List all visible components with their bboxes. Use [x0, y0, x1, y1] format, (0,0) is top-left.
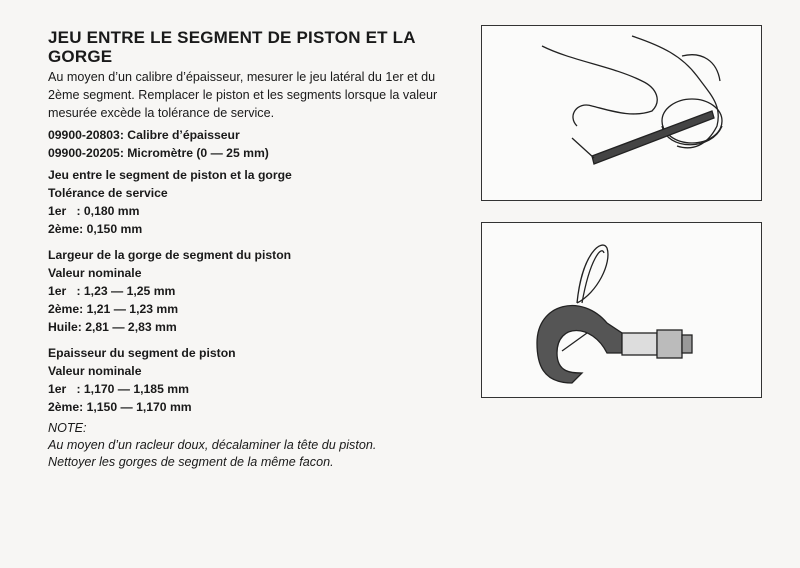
- spec-section: [48, 246, 458, 336]
- intro-paragraph: Au moyen d’un calibre d’épaisseur, mesurer le jeu latéral du 1er et du 2ème segment. Remplacer le piston et les segments lorsque la valeur mesurée excède la tolérance de service.: [48, 70, 438, 120]
- micrometer-figure: [481, 222, 762, 398]
- note-line: Au moyen d’un racleur doux, décalaminer la tête du piston.: [48, 438, 377, 452]
- hand-feeler-gauge-illustration: [482, 26, 761, 200]
- spec-heading: Largeur de la gorge de segment du piston: [48, 248, 292, 262]
- spec-line: 2ème: 0,150 mm: [48, 222, 143, 236]
- spec-subheading: Tolérance de service: [48, 186, 168, 200]
- section-title: JEU ENTRE LE SEGMENT DE PISTON ET LA GORGE: [48, 28, 416, 66]
- spec-line: 1er : 1,23 — 1,25 mm: [48, 284, 176, 298]
- spec-heading: Epaisseur du segment de piston: [48, 346, 236, 360]
- note-label: NOTE:: [48, 421, 87, 435]
- spec-subheading: Valeur nominale: [48, 364, 142, 378]
- micrometer-ring-illustration: [482, 223, 761, 397]
- spec-line: 1er : 1,170 — 1,185 mm: [48, 382, 189, 396]
- spec-section: [48, 344, 458, 416]
- spec-subheading: Valeur nominale: [48, 266, 142, 280]
- note-line: Nettoyer les gorges de segment de la même facon.: [48, 455, 334, 469]
- spec-line: 1er : 0,180 mm: [48, 204, 140, 218]
- spec-line: Huile: 2,81 — 2,83 mm: [48, 320, 177, 334]
- spec-section: [48, 166, 458, 238]
- text-column: [48, 28, 458, 471]
- spec-heading: Jeu entre le segment de piston et la gorge: [48, 168, 292, 182]
- tool-item: 09900-20803: Calibre d’épaisseur: [48, 128, 240, 142]
- tool-item: 09900-20205: Micromètre (0 — 25 mm): [48, 146, 269, 160]
- spec-line: 2ème: 1,21 — 1,23 mm: [48, 302, 179, 316]
- feeler-gauge-figure: [481, 25, 762, 201]
- spec-line: 2ème: 1,150 — 1,170 mm: [48, 400, 192, 414]
